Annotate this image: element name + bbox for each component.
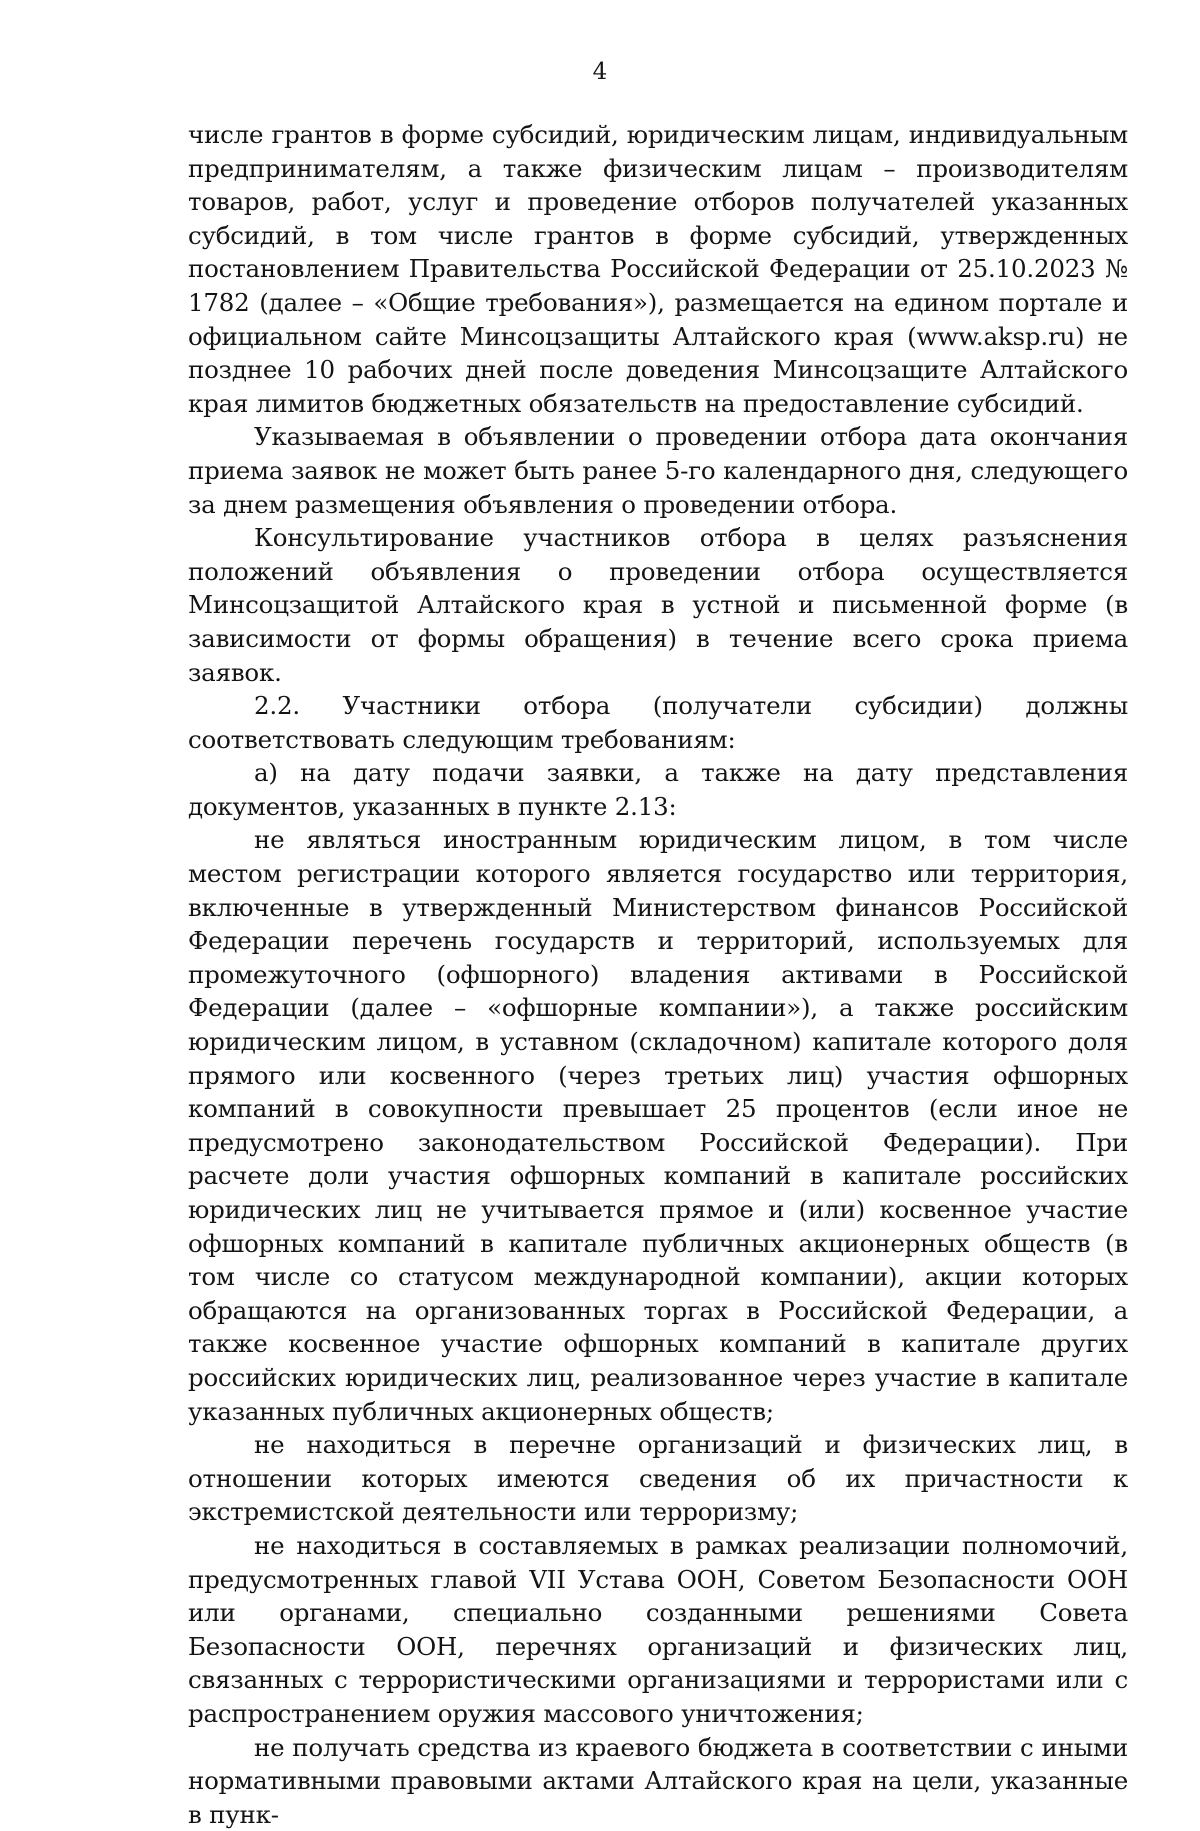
paragraph-consulting: Консультирование участников отбора в целях разъяснения положений объявления о проведении отбора осуществляется Минсоцзащитой Алтайского края в устной и письменной форме (в зависимости от формы обращения) в течение всего срока приема заявок. (188, 521, 1128, 689)
paragraph-budget-funds-requirement: не получать средства из краевого бюджета в соответствии с иными нормативными правовыми актами Алтайского края на цели, указанные в пунк- (188, 1731, 1128, 1831)
paragraph-grant-announcement-continuation: числе грантов в форме субсидий, юридическим лицам, индивидуальным предпринимателям, а также физическим лицам – производителям товаров, работ, услуг и проведение отборов получателей указанных субсидий, в том числе грантов в форме субсидий, утвержденных постановлением Правительства Российской Федерации от 25.10.2023 № 1782 (далее – «Общие требования»), размещается на едином портале и официальном сайте Минсоцзащиты Алтайского края (www.aksp.ru) не позднее 10 рабочих дней после доведения Минсоцзащите Алтайского края лимитов бюджетных обязательств на предоставление субсидий. (188, 118, 1128, 420)
paragraph-un-lists-requirement: не находиться в составляемых в рамках реализации полномочий, предусмотренных главой VII Устава ООН, Советом Безопасности ООН или органами, специально созданными решениями Совета Безопасности ООН, перечнях организаций и физических лиц, связанных с террористическими организациями и террористами или с распространением оружия массового уничтожения; (188, 1529, 1128, 1731)
paragraph-application-deadline: Указываемая в объявлении о проведении отбора дата окончания приема заявок не может быть ранее 5-го календарного дня, следующего за днем размещения объявления о проведении отбора. (188, 420, 1128, 521)
paragraph-section-2-2: 2.2. Участники отбора (получатели субсидии) должны соответствовать следующим требованиям: (188, 689, 1128, 756)
paragraph-item-a: а) на дату подачи заявки, а также на дату представления документов, указанных в пункте 2.13: (188, 756, 1128, 823)
paragraph-extremism-requirement: не находиться в перечне организаций и физических лиц, в отношении которых имеются сведения об их причастности к экстремистской деятельности или терроризму; (188, 1428, 1128, 1529)
paragraph-offshore-requirement: не являться иностранным юридическим лицом, в том числе местом регистрации которого является государство или территория, включенные в утвержденный Министерством финансов Российской Федерации перечень государств и территорий, используемых для промежуточного (офшорного) владения активами в Российской Федерации (далее – «офшорные компании»), а также российским юридическим лицом, в уставном (складочном) капитале которого доля прямого или косвенного (через третьих лиц) участия офшорных компаний в совокупности превышает 25 процентов (если иное не предусмотрено законодательством Российской Федерации). При расчете доли участия офшорных компаний в капитале российских юридических лиц не учитывается прямое и (или) косвенное участие офшорных компаний в капитале публичных акционерных обществ (в том числе со статусом международной компании), акции которых обращаются на организованных торгах в Российской Федерации, а также косвенное участие офшорных компаний в капитале других российских юридических лиц, реализованное через участие в капитале указанных публичных акционерных обществ; (188, 823, 1128, 1428)
page-number: 4 (0, 58, 1200, 86)
document-body (188, 118, 1128, 1831)
